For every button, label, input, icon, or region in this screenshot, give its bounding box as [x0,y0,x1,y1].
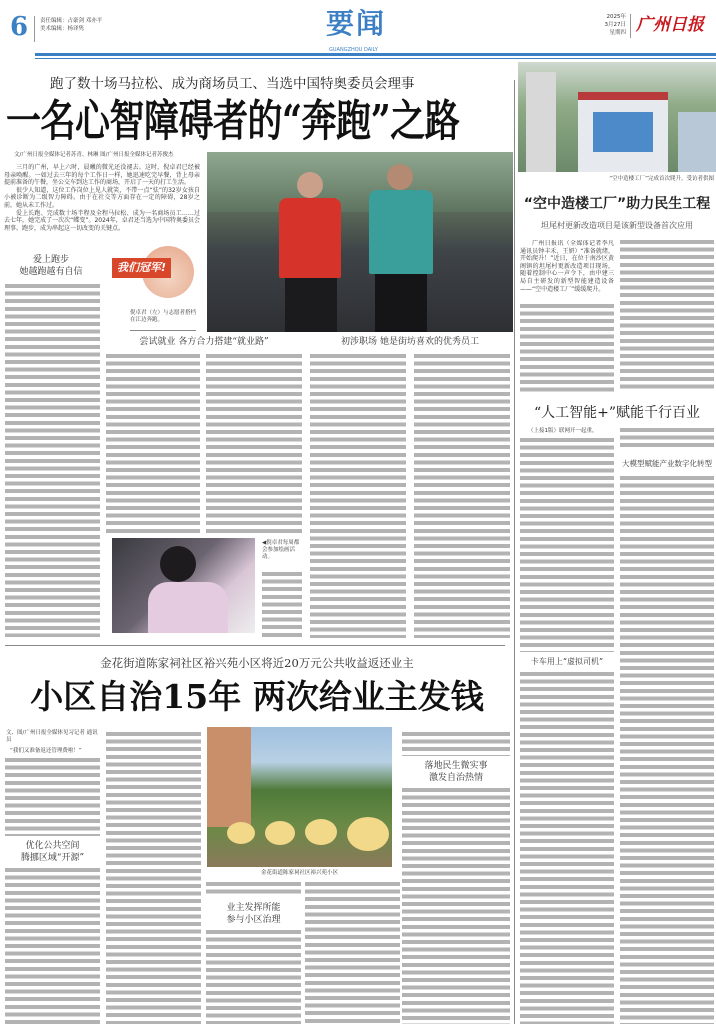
article1-paragraph: 很少人知道，这位工作岗位上见人就笑，不带一点“怯”的32岁女孩自小被诊断为二级智力障碍。由于在社交等方面存在一定的障碍，28岁之前，她从未工作过。 [4,186,200,209]
date-day: 3月27日 [604,22,626,28]
construction-photo [518,62,716,172]
article3-headline: “空中造楼工厂”助力民生工程 [523,196,711,212]
section-en: GUANGZHOU DAILY [329,47,378,53]
article2-kicker: 金花街道陈家祠社区裕兴苑小区将近20万元公共收益返还业主 [100,656,414,670]
article3-subhead: 坦尾村更新改造项目是该新型设备首次应用 [541,221,693,230]
subhead-owners-participate: 业主发挥所能 参与小区治理 [226,903,281,925]
subhead-public-space: 优化公共空间 腾挪区域“开源” [20,841,85,863]
article-divider [5,645,505,646]
section-title: 要闻 [326,7,387,40]
article1-col2-text [106,354,200,534]
article1-col5-text [414,354,510,638]
community-photo [207,727,392,867]
page-header [0,0,716,60]
champion-logo [112,244,196,300]
header-rule [35,53,716,56]
article1-col3-text [206,354,302,534]
article2-lead: “我们又准备返还管理费啦！” [10,748,82,754]
article4-lead: （上接1版）联网开一起重， [528,428,598,434]
article1-byline: 文/广州日报全媒体记者苏青、林琳 图/广州日报全媒体记者苏俊杰 [14,152,174,158]
community-photo-caption: 金花街道陈家祠社区裕兴苑小区 [260,870,338,876]
page-number: 6 [10,12,29,42]
article1-paragraph: 爱上长跑、完成数十场半程及全程马拉松、成为一名商场员工……过去七年，她完成了一次次“蝶变”。2024年，卓君还当选为中国特奥委员会理事。跑步，成为串起这一切改变的关键点。 [4,209,200,232]
article2-byline: 文、图/广州日报全媒体见习记者 通讯员 [6,730,98,743]
painting-photo-caption: ◀倪卓君每周都会参加绘画活动。 [262,540,300,560]
article4-headline: “人工智能+”赋能千行百业 [533,405,701,421]
painting-photo [112,538,255,633]
subhead-try-employment: 尝试就业 各方合力搭建“就业路” [139,337,269,347]
newspaper-logo: 广州日报 [636,15,704,35]
subhead-love-running: 爱上跑步 她越跑越有自信 [19,255,83,277]
runners-photo [207,152,513,332]
date-weekday: 星期四 [609,30,626,36]
runners-photo-caption: 倪卓君（左）与志愿者搭档在江边奔跑。 [130,310,197,323]
editor-line-2: 美术编辑：杨译隽 [40,26,85,32]
article1-kicker: 跑了数十场马拉松、成为商场员工、当选中国特奥委员会理事 [50,76,415,92]
date-year: 2025年 [606,14,626,20]
subhead-first-job: 初涉职场 她是街坊喜欢的优秀员工 [341,337,479,347]
article1-headline: 一名心智障碍者的“奔跑”之路 [6,95,460,147]
champion-logo-text: 我们冠军! [112,258,171,278]
article1-paragraph: 三月的广州，早上六时，晨曦的微光还没褪去。这时，倪卓君已经被母亲唤醒。一如过去三年的每个工作日一样，她迅速吃完早餐，背上母亲提前准备的午餐，坐公交车到达工作的商场，开启了一天的打工生活。 [4,164,200,187]
article3-lead: 广州日报讯（全媒体记者李凡 通讯员钟丰禾、王妍）“准备就绪，开始爬升！”近日，在位于南沙区黄阁镇的坦尾村更新改造项目现场，随着控制中心一声令下，由中建三局自主研发的新型智能建造设备——“空中造楼工厂”缓缓爬升。 [520,240,614,293]
construction-photo-caption: “空中造楼工厂”完成首次爬升。受访者供图 [609,176,714,182]
article1-col4-text [310,354,406,638]
article1-col1-text [5,284,100,637]
column-divider [514,80,515,1024]
subhead-livelihood: 落地民生微实事 激发自治热情 [424,761,488,783]
editor-line-1: 责任编辑：占豪剑 邓亦平 [40,18,103,24]
subhead-virtual-driver: 卡车用上“虚拟司机” [530,657,604,666]
subhead-large-model: 大模型赋能产业数字化转型 [622,459,712,468]
article2-headline: 小区自治15年 两次给业主发钱 [30,677,484,716]
